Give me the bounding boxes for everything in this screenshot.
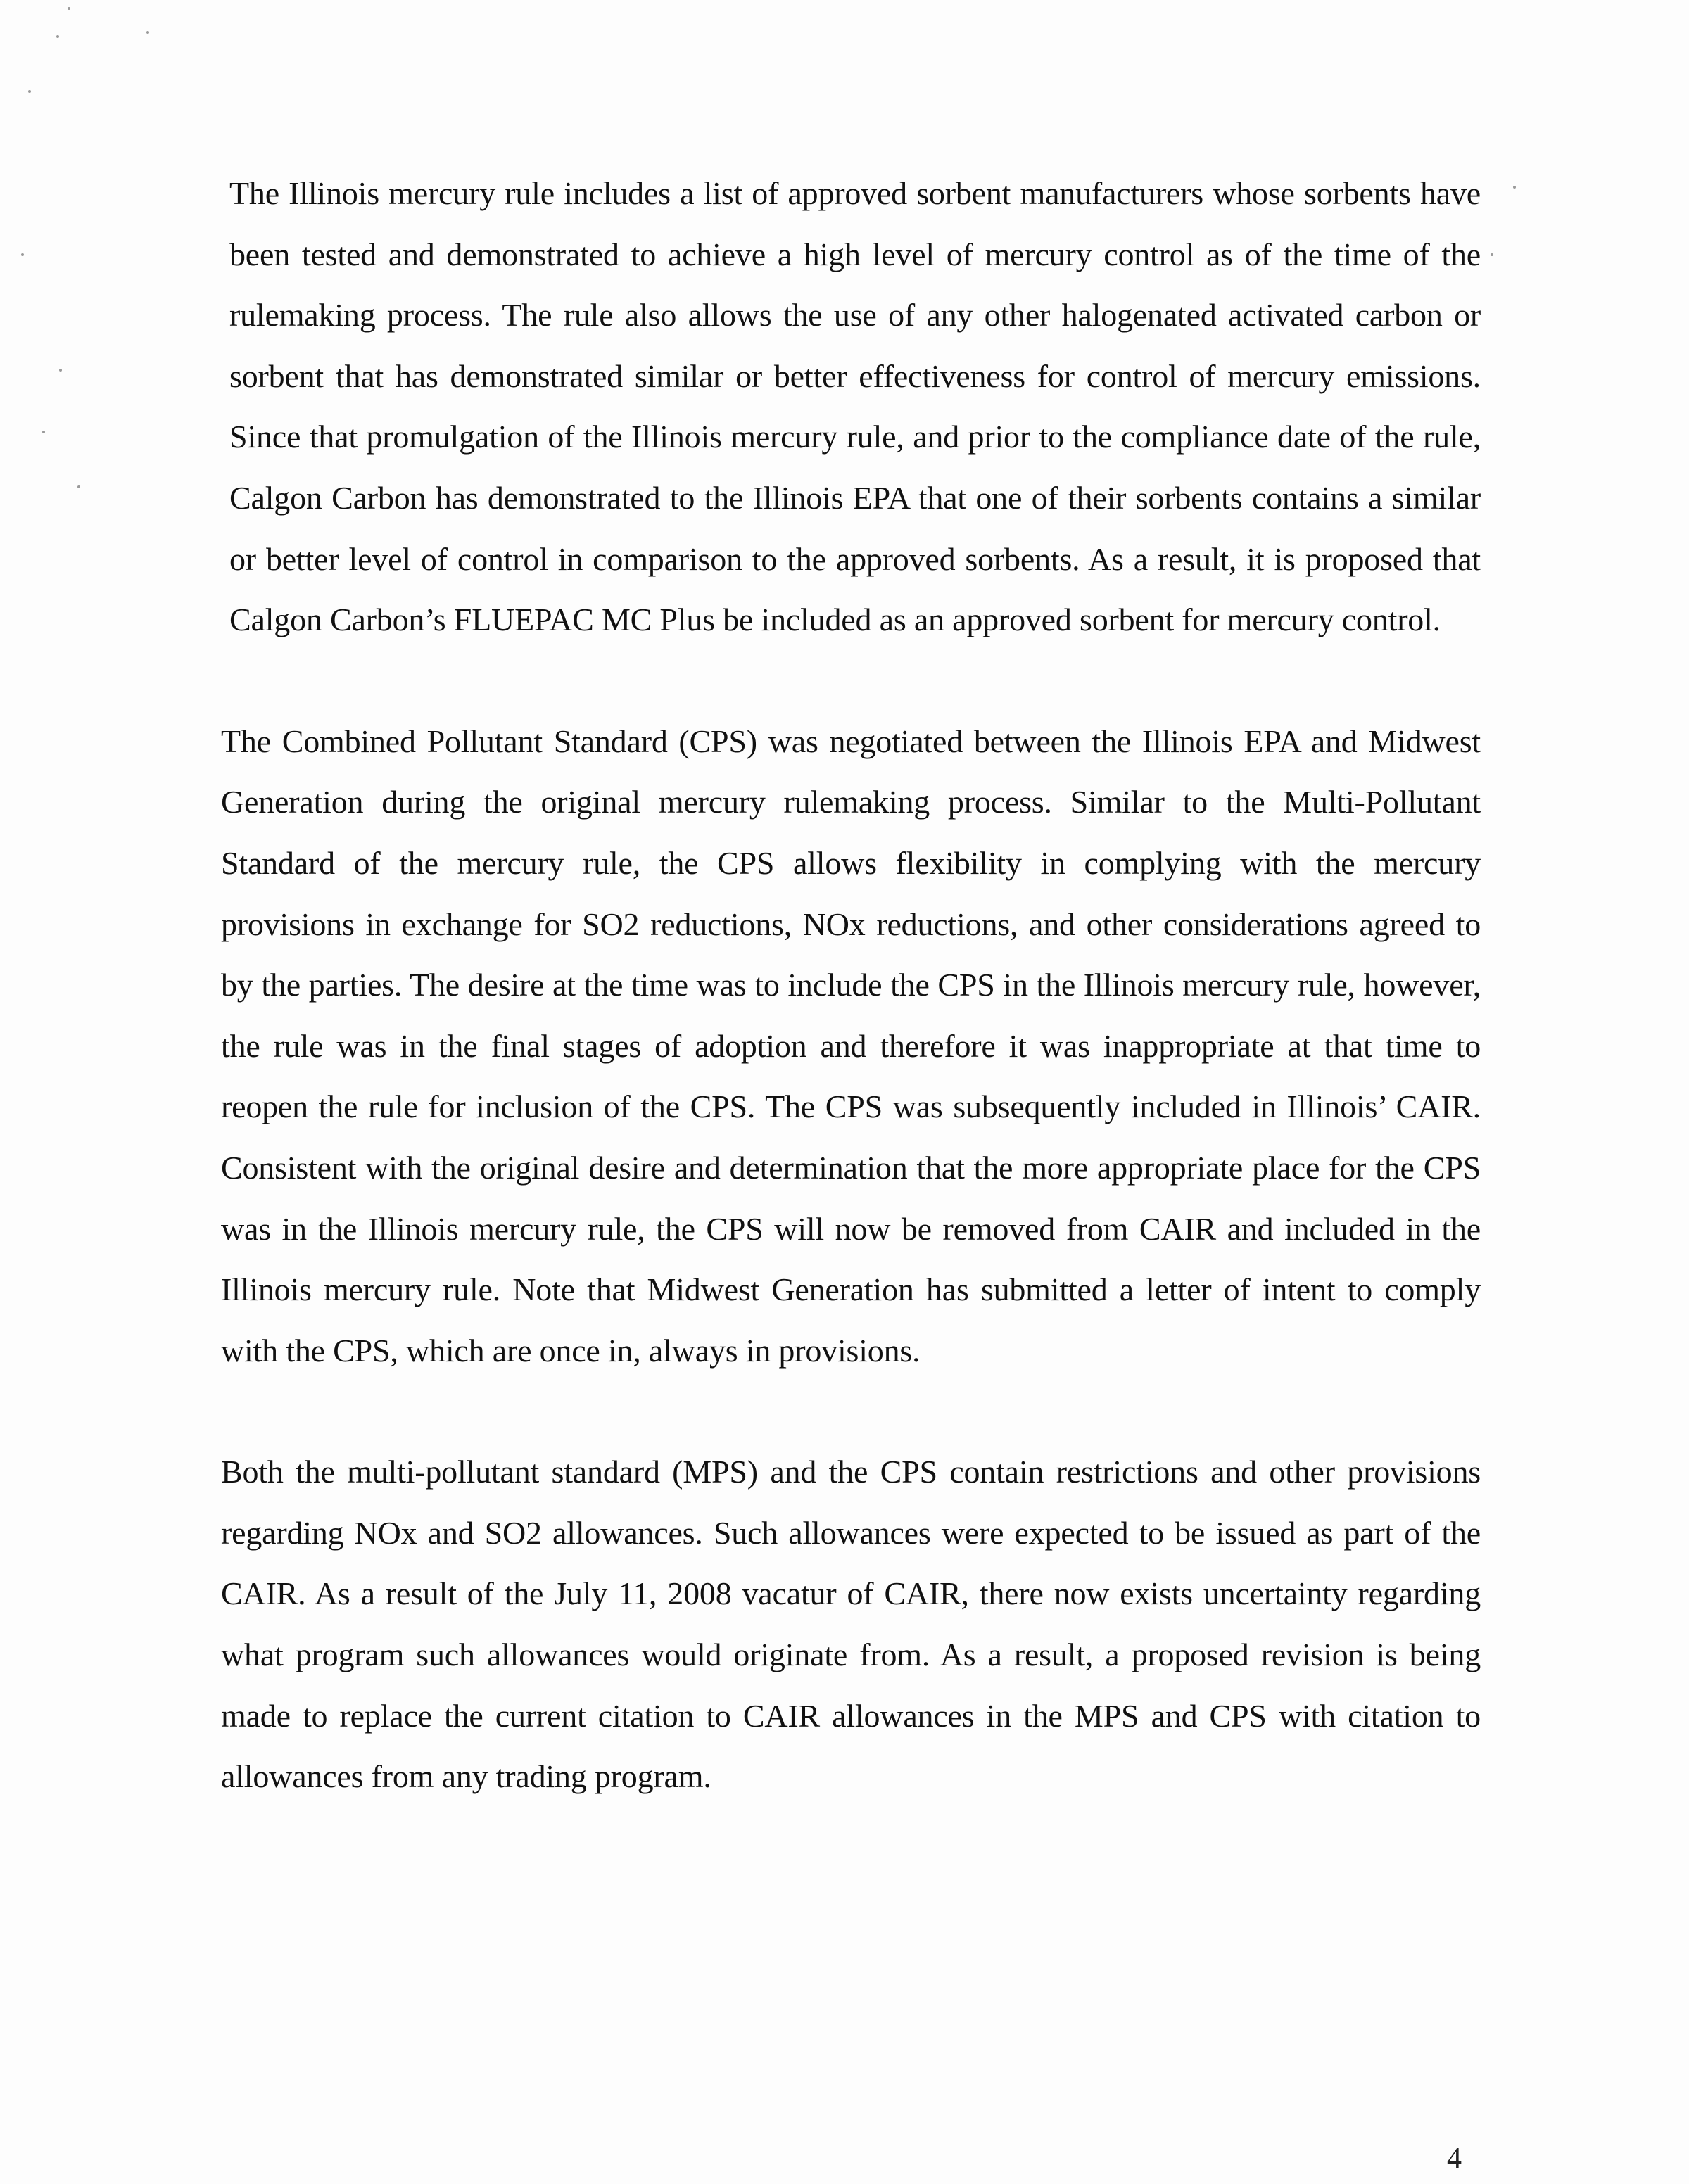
- scan-speck: [77, 485, 80, 488]
- scan-speck: [146, 31, 149, 34]
- scan-speck: [21, 253, 24, 256]
- scan-speck: [56, 35, 59, 38]
- paragraph-sorbents: The Illinois mercury rule includes a list of approved sorbent manufacturers whose sorbents have been tested and demonstrated to achieve a high level of mercury control as of the time of the rulemaking process. The rule also allows the use of any other halogenated activated carbon or sorbent that has demonstrated similar or better effectiveness for control of mercury emissions. Since that promulgation of the Illinois mercury rule, and prior to the compliance date of the rule, Calgon Carbon has demonstrated to the Illinois EPA that one of their sorbents contains a similar or better level of control in comparison to the approved sorbents. As a result, it is proposed that Calgon Carbon’s FLUEPAC MC Plus be included as an approved sorbent for mercury control.: [229, 175, 1481, 638]
- scan-speck: [1491, 253, 1493, 256]
- document-body: [221, 163, 1481, 1808]
- paragraph-combined-pollutant-standard: The Combined Pollutant Standard (CPS) was negotiated between the Illinois EPA and Midwest Generation during the original mercury rulemaking process. Similar to the Multi-Pollutant Standard of the mercury rule, the CPS allows flexibility in complying with the mercury provisions in exchange for SO2 reductions, NOx reductions, and other considerations agreed to by the parties. The desire at the time was to include the CPS in the Illinois mercury rule, however, the rule was in the final stages of adoption and therefore it was inappropriate at that time to reopen the rule for inclusion of the CPS. The CPS was subsequently included in Illinois’ CAIR. Consistent with the original desire and determination that the more appropriate place for the CPS was in the Illinois mercury rule, the CPS will now be removed from CAIR and included in the Illinois mercury rule. Note that Midwest Generation has submitted a letter of intent to comply with the CPS, which are once in, always in provisions.: [221, 723, 1481, 1369]
- scan-speck: [1513, 186, 1516, 189]
- paragraph-allowances: Both the multi-pollutant standard (MPS) and the CPS contain restrictions and other provisions regarding NOx and SO2 allowances. Such allowances were expected to be issued as part of the CAIR. As a result of the July 11, 2008 vacatur of CAIR, there now exists uncertainty regarding what program such allowances would originate from. As a result, a proposed revision is being made to replace the current citation to CAIR allowances in the MPS and CPS with citation to allowances from any trading program.: [221, 1454, 1481, 1795]
- scan-speck: [28, 90, 31, 93]
- scan-speck: [68, 7, 70, 10]
- scan-speck: [42, 431, 45, 433]
- scan-speck: [59, 369, 62, 372]
- page-number: 4: [1447, 2142, 1462, 2175]
